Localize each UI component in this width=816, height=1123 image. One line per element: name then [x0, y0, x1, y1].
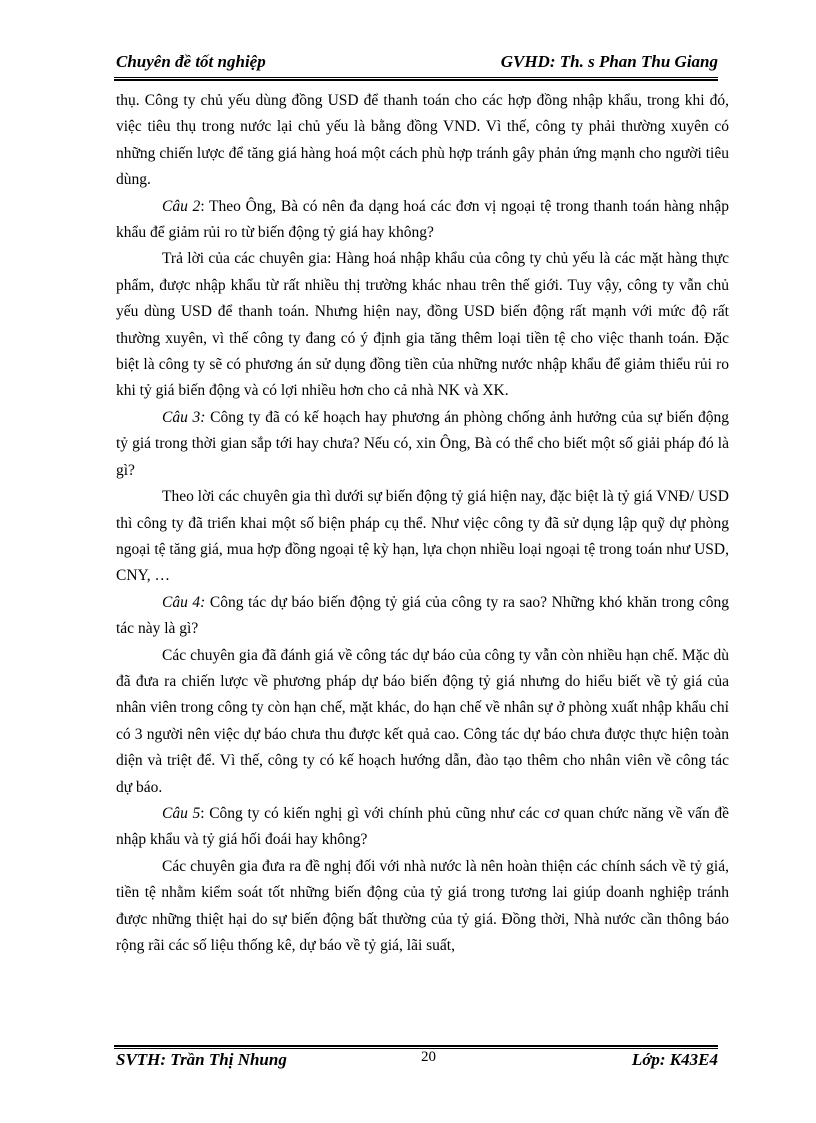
question-3-text: Công ty đã có kế hoạch hay phương án phòng chống ảnh hưởng của sự biến động tỷ giá trong thời gian sắp tới hay chưa? Nếu có, xin Ông, Bà có thể cho biết một số giải pháp đó là gì? [116, 408, 729, 479]
question-2-text: : Theo Ông, Bà có nên đa dạng hoá các đơn vị ngoại tệ trong thanh toán hàng nhập khẩu để giảm rủi ro từ biến động tỷ giá hay không? [116, 197, 729, 242]
header-title: Chuyên đề tốt nghiệp [116, 52, 266, 71]
paragraph-intro: thụ. Công ty chủ yếu dùng đồng USD để thanh toán cho các hợp đồng nhập khẩu, trong khi đó, việc tiêu thụ trong nước lại chủ yếu là bằng đồng VND. Vì thế, công ty phải thường xuyên có những chiến lược để tăng giá hàng hoá một cách phù hợp tránh gây phản ứng mạnh cho người tiêu dùng. [116, 92, 729, 189]
page-footer [116, 1050, 718, 1074]
footer-rule [114, 1045, 718, 1049]
answer-3: Theo lời các chuyên gia thì dưới sự biến động tỷ giá hiện nay, đặc biệt là tỷ giá VNĐ/ USD thì công ty đã triển khai một số biện pháp cụ thể. Như việc công ty đã sử dụng lập quỹ dự phòng ngoại tệ tăng giá, mua hợp đồng ngoại tệ kỳ hạn, lựa chọn nhiều loại ngoại tệ trong toán như USD, CNY, … [116, 488, 729, 585]
header-advisor: GVHD: Th. s Phan Thu Giang [500, 52, 718, 71]
question-2 [116, 194, 729, 247]
footer-class: Lớp: K43E4 [631, 1050, 718, 1069]
question-4-text: Công tác dự báo biến động tỷ giá của công ty ra sao? Những khó khăn trong công tác này là gì? [116, 593, 730, 638]
question-2-label: Câu 2 [162, 197, 201, 215]
question-4 [116, 590, 729, 643]
question-3 [116, 405, 729, 484]
page-body [116, 88, 729, 959]
question-3-label: Câu 3: [162, 408, 206, 426]
question-5-label: Câu 5 [162, 804, 201, 822]
question-4-label: Câu 4: [162, 593, 206, 611]
page-number: 20 [421, 1049, 436, 1065]
answer-4: Các chuyên gia đã đánh giá về công tác dự báo của công ty vẫn còn nhiều hạn chế. Mặc dù đã đưa ra chiến lược về phương pháp dự báo biến động tỷ giá nhưng do hiểu biết về tỷ giá của nhân viên trong công ty còn hạn chế, mặt khác, do hạn chế về nhân sự ở phòng xuất nhập khẩu chỉ có 3 người nên việc dự báo chưa thu được kết quả cao. Công tác dự báo chưa được thực hiện toàn diện và triệt để. Vì thế, công ty có kế hoạch hướng dẫn, đào tạo thêm cho nhân viên về công tác dự báo. [116, 646, 729, 796]
page-header [116, 52, 718, 76]
answer-5: Các chuyên gia đưa ra đề nghị đối với nhà nước là nên hoàn thiện các chính sách về tỷ giá, tiền tệ nhằm kiểm soát tốt những biến động của tỷ giá trong tương lai giúp doanh nghiệp tránh được những thiệt hại do sự biến động bất thường của tỷ giá. Đồng thời, Nhà nước cần thông báo rộng rãi các số liệu thống kê, dự báo về tỷ giá, lãi suất, [116, 857, 729, 954]
footer-student: SVTH: Trần Thị Nhung [116, 1050, 287, 1069]
question-5-text: : Công ty có kiến nghị gì với chính phủ cũng như các cơ quan chức năng về vấn đề nhập khẩu và tỷ giá hối đoái hay không? [116, 804, 730, 849]
header-rule [114, 77, 718, 81]
answer-2: Trả lời của các chuyên gia: Hàng hoá nhập khẩu của công ty chủ yếu là các mặt hàng thực phẩm, được nhập khẩu từ rất nhiều thị trường khác nhau trên thế giới. Tuy vậy, công ty vẫn chủ yếu dùng USD để thanh toán. Nhưng hiện nay, đồng USD biến động rất mạnh với mức độ rất thường xuyên, vì thế công ty đang có ý định gia tăng thêm loại tiền tệ cho việc thanh toán. Đặc biệt là công ty sẽ có phương án sử dụng đồng tiền của những nước nhập khẩu để giảm thiểu rủi ro khi tỷ giá biến động và có lợi nhiều hơn cho cả nhà NK và XK. [116, 250, 729, 400]
question-5 [116, 801, 729, 854]
